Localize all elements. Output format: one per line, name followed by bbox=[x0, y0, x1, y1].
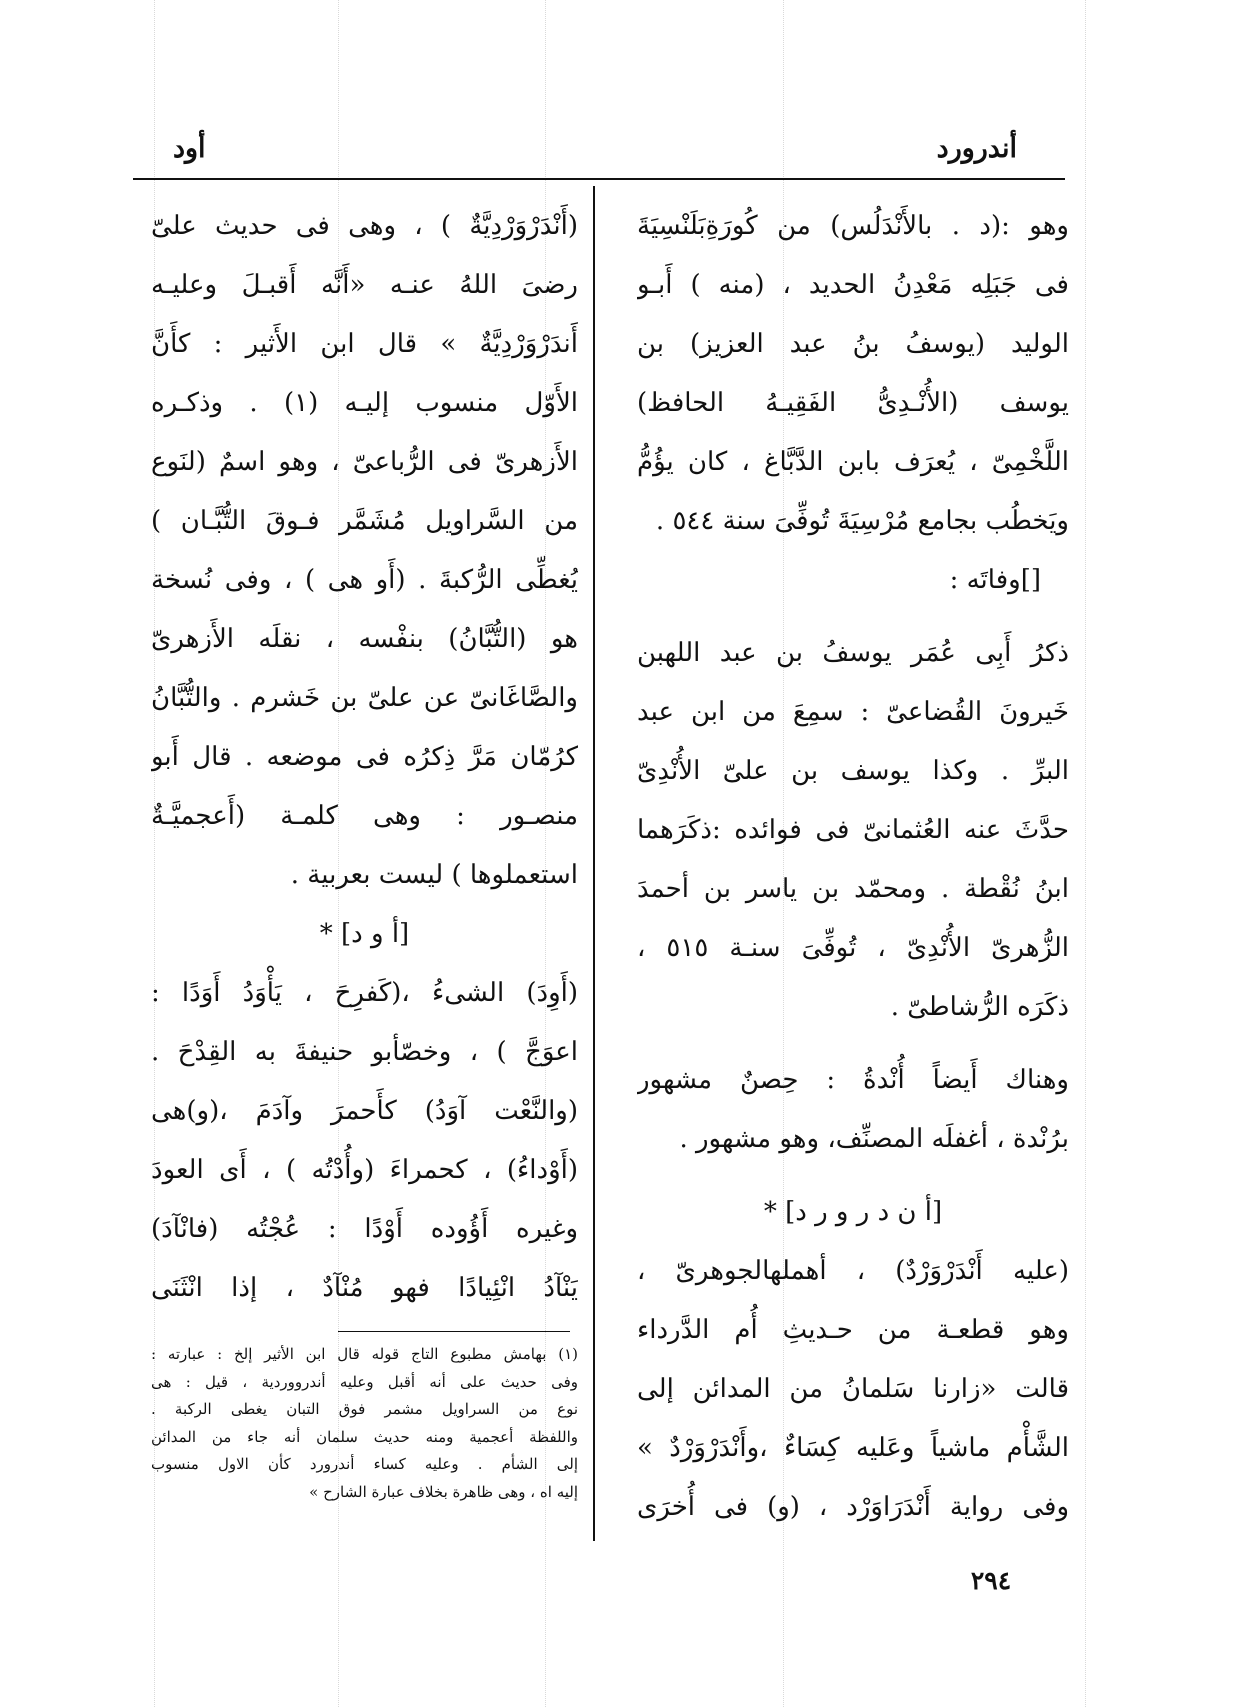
footnote-line: (١) بهامش مطبوع التاج قوله قال ابن الأثير إلخ : عبارته : bbox=[151, 1345, 578, 1363]
text-line: الشَّأْم ماشياً وعَليه كِسَاءٌ ،وأَنْدَرْوَرْدٌ » bbox=[637, 1433, 1069, 1463]
footnote-line: إلى الشأم . وعليه كساء أندرورد كأن الاول منسوب bbox=[151, 1455, 578, 1473]
footnote-line: وفى حديث على أنه أقبل وعليه أندرووردية ، قيل : هى bbox=[151, 1372, 578, 1391]
text-line: []وفاتَه : bbox=[949, 565, 1041, 595]
paragraph-gap bbox=[637, 610, 1069, 624]
scan-artifact-line bbox=[1085, 0, 1086, 1707]
running-head-left: أود bbox=[173, 133, 206, 164]
text-line: خَيرونَ القُضاعىّ : سمِعَ من ابن عبد bbox=[637, 697, 1069, 727]
text-line: برُنْدة ، أغفلَه المصنِّف، وهو مشهور . bbox=[679, 1124, 1069, 1154]
text-line: (أَنْدَرْوَرْدِيَّةٌ ) ، وهى فى حديث علىّ bbox=[151, 211, 578, 241]
footnote-rule bbox=[338, 1331, 570, 1332]
text-line: يُغطِّى الرُّكبةَ . (أَو هى ) ، وفى نُسخة bbox=[151, 565, 578, 595]
text-line: الأَوّل منسوب إليـه (١) . وذكـره bbox=[151, 388, 578, 418]
text-line: وغيره أَؤُوده أَوْدًا : عُجْتُه (فانْآدَ) bbox=[151, 1214, 578, 1244]
text-line: رضىَ اللهُ عنـه «أَنَّه أَقبـلَ وعليـه bbox=[151, 270, 578, 300]
text-line: ذكرُ أَبِى عُمَر يوسفُ بن عبد اللهبن bbox=[637, 638, 1069, 668]
text-line: وفى رواية أَنْدَرَاوَرْد ، (و) فى أُخرَى bbox=[637, 1492, 1069, 1522]
entry-heading: [أ و د] * bbox=[319, 919, 410, 949]
text-line: فى جَبَلِه مَعْدِنُ الحديد ، (منه ) أَبـو bbox=[637, 270, 1069, 300]
text-line: الوليد (يوسفُ بنُ عبد العزيز) بن bbox=[637, 329, 1069, 359]
text-line: ويَخطُب بجامع مُرْسِيَةَ تُوفِّىَ سنة ٥٤٤ . bbox=[655, 506, 1069, 536]
text-line: وهناك أَيضاً أُنْدةُ : حِصنٌ مشهور bbox=[637, 1065, 1069, 1095]
text-line: ذكَرَه الرُّشاطىّ . bbox=[890, 992, 1069, 1022]
text-line: من السَّراويل مُشَمَّر فـوقَ التُّبَّـان ) bbox=[151, 506, 578, 536]
footnote-line: نوع من السراويل مشمر فوق التبان يغطى الركبة . bbox=[151, 1400, 578, 1418]
text-line: اللَّخْمِىّ ، يُعرَف بابن الدَّبَّاغ ، كان يؤُمُّ bbox=[637, 447, 1069, 477]
column-divider bbox=[593, 186, 595, 1541]
text-line: هو (التُّبَّانُ) بنفْسه ، نقلَه الأَزهرىّ bbox=[151, 624, 578, 654]
left-column bbox=[151, 197, 578, 1318]
paragraph-gap bbox=[637, 1169, 1069, 1183]
text-line: يوسف (الأُنْـدِىُّ الفَقِيـهُ الحافظ) bbox=[637, 388, 1069, 418]
footnotes bbox=[151, 1341, 578, 1506]
text-line: اعوَجَّ ) ، وخصّأبو حنيفةَ به القِدْحَ . bbox=[151, 1037, 578, 1067]
text-line: الأَزهرىّ فى الرُّباعىّ ، وهو اسمٌ (لنَوع bbox=[151, 447, 578, 477]
text-line: حدَّثَ عنه العُثمانىّ فى فوائده :ذكَرَهما bbox=[637, 815, 1069, 845]
text-line: استعملوها ) ليست بعربية . bbox=[290, 860, 578, 890]
text-line: وهو قطعـة من حـديثِ أُم الدَّرداء bbox=[637, 1315, 1069, 1345]
text-line: الزُّهرىّ الأُنْدِىّ ، تُوفِّىَ سنـة ٥١٥ ، bbox=[637, 933, 1069, 963]
text-line: أَندَرْوَرْدِيَّةٌ » قال ابن الأَثير : كأَنَّ bbox=[151, 329, 578, 359]
text-line: ابنُ نُقْطة . ومحمّد بن ياسر بن أحمدَ bbox=[637, 874, 1069, 904]
paragraph-gap bbox=[637, 1037, 1069, 1051]
text-line: (والنَّعْت آوَدُ) كأَحمرَ وآدَمَ ،(و)هى bbox=[151, 1096, 578, 1126]
header-rule bbox=[133, 178, 1065, 180]
text-line: (أَوْداءُ) ، كحمراءَ (وأُدْتُه ) ، أَى العودَ bbox=[151, 1155, 578, 1185]
text-line: قالت «زارنا سَلمانُ من المدائن إلى bbox=[637, 1374, 1069, 1404]
text-line: يَنْآدُ انْئِيادًا فهو مُنْآدٌ ، إذا انْثَنَى bbox=[151, 1273, 578, 1303]
footnote-line: واللفظة أعجمية ومنه حديث سلمان أنه جاء من المدائن bbox=[151, 1427, 578, 1446]
entry-heading: [أ ن د ر و ر د] * bbox=[763, 1197, 943, 1227]
text-line: كرُمّان مَرَّ ذِكرُه فى موضعه . قال أَبو bbox=[151, 742, 578, 772]
right-column bbox=[637, 197, 1069, 1537]
running-head-right: أندرورد bbox=[936, 133, 1017, 164]
text-line: (عليه أَنْدَرْوَرْدٌ) ، أهملهالجوهرىّ ، bbox=[637, 1256, 1069, 1286]
page-number: ٢٩٤ bbox=[970, 1566, 1012, 1595]
text-line: منصـور : وهى كلمـة (أَعجميَّـةٌ bbox=[151, 801, 578, 831]
text-line: (أَوِدَ) الشىءُ ،(كَفرِحَ ، يَأْوَدُ أَوَدًا : bbox=[151, 978, 578, 1008]
footnote-line: إليه اه ، وهى ظاهرة بخلاف عبارة الشارح » bbox=[309, 1482, 578, 1501]
text-line: البرِّ . وكذا يوسف بن علىّ الأُنْدِىّ bbox=[637, 756, 1069, 786]
text-line: وهو :(د . بالأَنْدَلُس) من كُورَةِبَلَنْسِيَةَ bbox=[637, 211, 1069, 241]
text-line: والصَّاغَانىّ عن علىّ بن خَشرم . والتُّبَّانُ bbox=[151, 683, 578, 713]
